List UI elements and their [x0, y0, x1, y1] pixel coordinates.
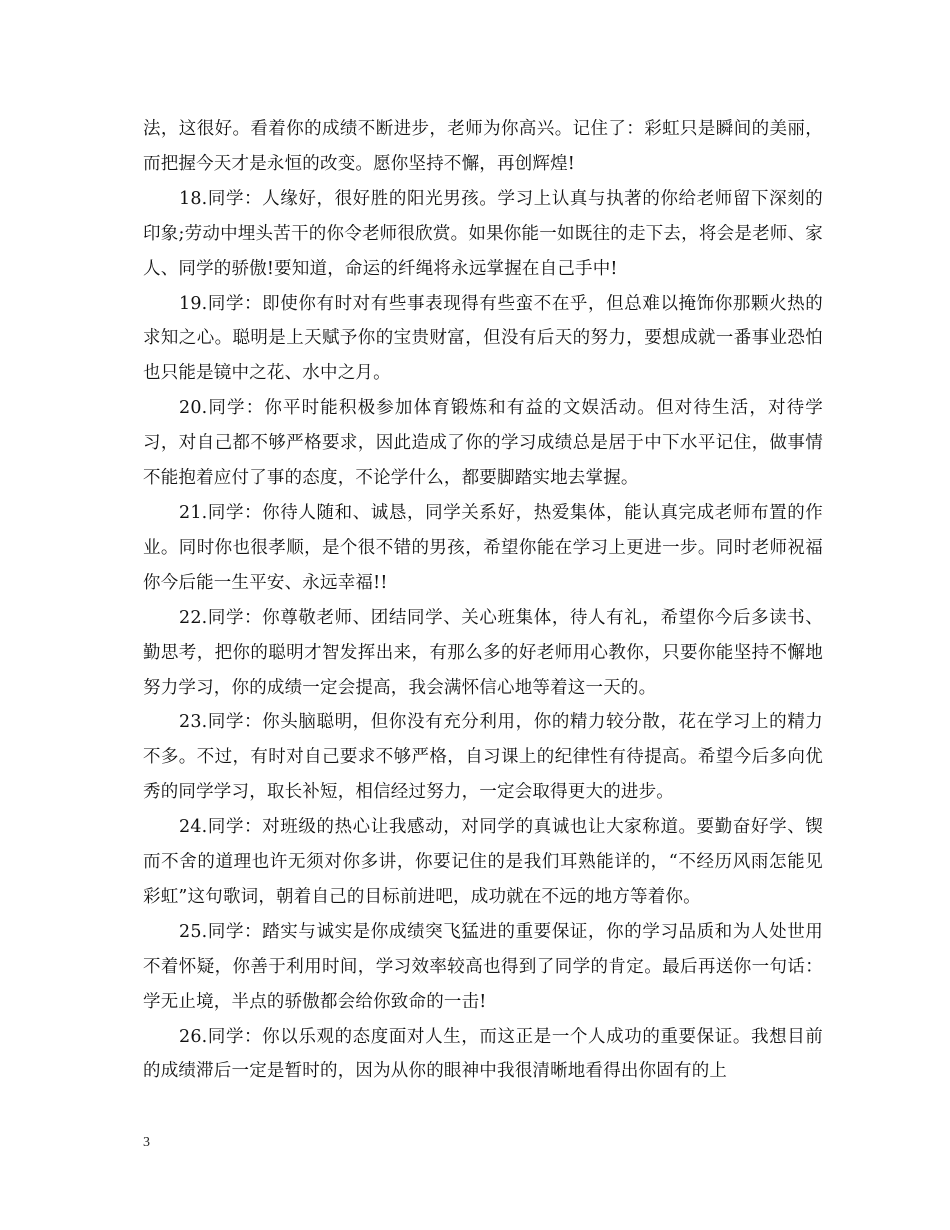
paragraph-comment-19: 19.同学：即使你有时对有些事表现得有些蛮不在乎，但总难以掩饰你那颗火热的求知之心。聪明是上天赋予你的宝贵财富，但没有后天的努力，要想成就一番事业恐怕也只能是镜中之花、水中之月。: [143, 293, 823, 384]
paragraph-continuation: 法，这很好。看着你的成绩不断进步，老师为你高兴。记住了：彩虹只是瞬间的美丽，而把握今天才是永恒的改变。愿你坚持不懈，再创辉煌!: [143, 119, 823, 174]
paragraph-comment-20: 20.同学：你平时能积极参加体育锻炼和有益的文娱活动。但对待生活，对待学习，对自己都不够严格要求，因此造成了你的学习成绩总是居于中下水平记住，做事情不能抱着应付了事的态度，不论学什么，都要脚踏实地去掌握。: [143, 398, 823, 489]
paragraph-comment-21: 21.同学：你待人随和、诚恳，同学关系好，热爱集体，能认真完成老师布置的作业。同时你也很孝顺，是个很不错的男孩，希望你能在学习上更进一步。同时老师祝福你今后能一生平安、永远幸福!!: [143, 502, 823, 593]
paragraph-comment-26: 26.同学：你以乐观的态度面对人生，而这正是一个人成功的重要保证。我想目前的成绩滞后一定是暂时的，因为从你的眼神中我很清晰地看得出你固有的上: [143, 1026, 823, 1082]
paragraph-comment-18: 18.同学：人缘好，很好胜的阳光男孩。学习上认真与执著的你给老师留下深刻的印象;劳动中埋头苦干的你令老师很欣赏。如果你能一如既往的走下去，将会是老师、家人、同学的骄傲!要知道，命运的纤绳将永远掌握在自己手中!: [143, 188, 823, 279]
page-number: 3: [143, 1135, 150, 1150]
paragraph-comment-25: 25.同学：踏实与诚实是你成绩突飞猛进的重要保证，你的学习品质和为人处世用不着怀疑，你善于利用时间，学习效率较高也得到了同学的肯定。最后再送你一句话：学无止境，半点的骄傲都会给你致命的一击!: [143, 921, 823, 1012]
body-text: [143, 112, 823, 1089]
paragraph-comment-22: 22.同学：你尊敬老师、团结同学、关心班集体，待人有礼，希望你今后多读书、勤思考，把你的聪明才智发挥出来，有那么多的好老师用心教你，只要你能坚持不懈地努力学习，你的成绩一定会提高，我会满怀信心地等着这一天的。: [143, 607, 823, 698]
paragraph-comment-24: 24.同学：对班级的热心让我感动，对同学的真诚也让大家称道。要勤奋好学、锲而不舍的道理也许无须对你多讲，你要记住的是我们耳熟能详的，“不经历风雨怎能见彩虹”这句歌词，朝着自己的目标前进吧，成功就在不远的地方等着你。: [143, 817, 823, 907]
paragraph-comment-23: 23.同学：你头脑聪明，但你没有充分利用，你的精力较分散，花在学习上的精力不多。不过，有时对自己要求不够严格，自习课上的纪律性有待提高。希望今后多向优秀的同学学习，取长补短，相信经过努力，一定会取得更大的进步。: [143, 712, 823, 803]
